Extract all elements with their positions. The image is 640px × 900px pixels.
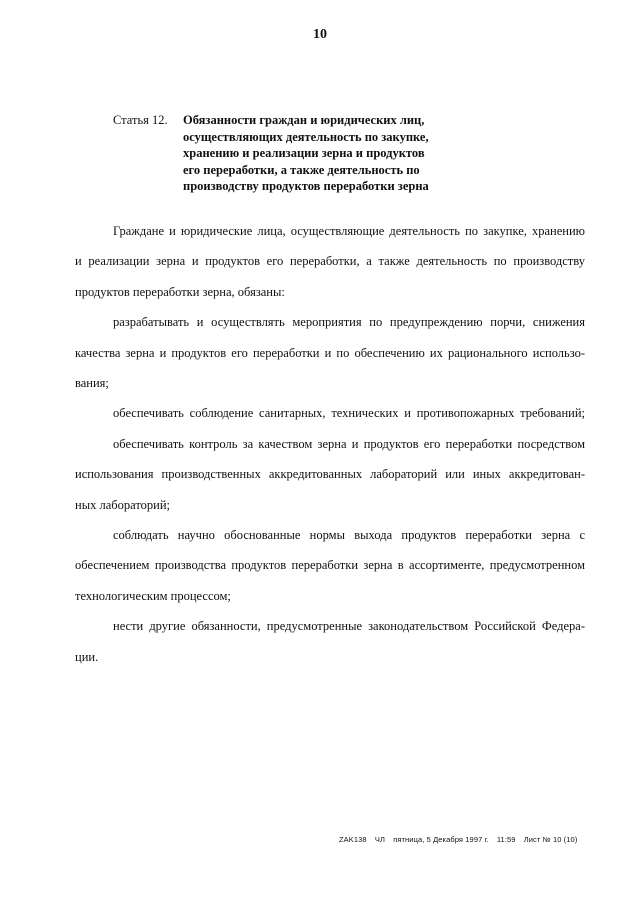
body-line: продуктов переработки зерна, обязаны:	[75, 284, 285, 299]
body-paragraph	[75, 307, 585, 398]
body-line: качества зерна и продуктов его переработки и по обеспечению их рационального использо-	[75, 345, 585, 360]
body-line: обеспечивать соблюдение санитарных, технических и противопожарных требований;	[113, 406, 585, 421]
footer-date: пятница, 5 Декабря 1997 г.	[393, 835, 489, 844]
article-title-line: Обязанности граждан и юридических лиц,	[183, 113, 425, 127]
footer-doc-code: ZAK138	[339, 835, 367, 844]
body-line: ции.	[75, 649, 99, 664]
page-footer	[339, 835, 583, 844]
article-body	[75, 216, 585, 672]
body-line: и реализации зерна и продуктов его переработки, а также деятельность по производству	[75, 254, 585, 269]
body-paragraph	[75, 398, 585, 428]
article-title	[183, 112, 513, 195]
page-number: 10	[313, 27, 327, 42]
body-line: Граждане и юридические лица, осуществляющие деятельность по закупке, хранению	[113, 224, 585, 238]
article-title-line: осуществляющих деятельность по закупке,	[183, 129, 429, 144]
article-title-line: хранению и реализации зерна и продуктов	[183, 146, 425, 160]
body-line: вания;	[75, 376, 109, 391]
body-paragraph	[75, 429, 585, 520]
body-paragraph	[75, 611, 585, 672]
body-line: обеспечивать контроль за качеством зерна и продуктов его переработки посредством	[113, 436, 585, 451]
body-line: соблюдать научно обоснованные нормы выхода продуктов переработки зерна с	[113, 528, 585, 543]
body-line: разрабатывать и осуществлять мероприятия по предупреждению порчи, снижения	[113, 315, 585, 330]
body-line: технологическим процессом;	[75, 588, 231, 603]
body-paragraph	[75, 216, 585, 307]
article-title-line: его переработки, а также деятельность по	[183, 162, 420, 177]
article-label: Статья 12.	[113, 113, 168, 127]
footer-sheet: Лист № 10 (10)	[523, 835, 578, 844]
body-line: обеспечением производства продуктов переработки зерна в ассортименте, предусмотренном	[75, 558, 585, 573]
footer-author: ЧЛ	[374, 835, 386, 844]
article-title-line: производству продуктов переработки зерна	[183, 179, 429, 193]
body-line: нести другие обязанности, предусмотренные законодательством Российской Федера-	[113, 619, 585, 634]
body-line: ных лабораторий;	[75, 497, 170, 512]
body-line: использования производственных аккредитованных лабораторий или иных аккредитован-	[75, 467, 585, 482]
footer-time: 11:59	[496, 835, 516, 844]
body-paragraph	[75, 520, 585, 611]
